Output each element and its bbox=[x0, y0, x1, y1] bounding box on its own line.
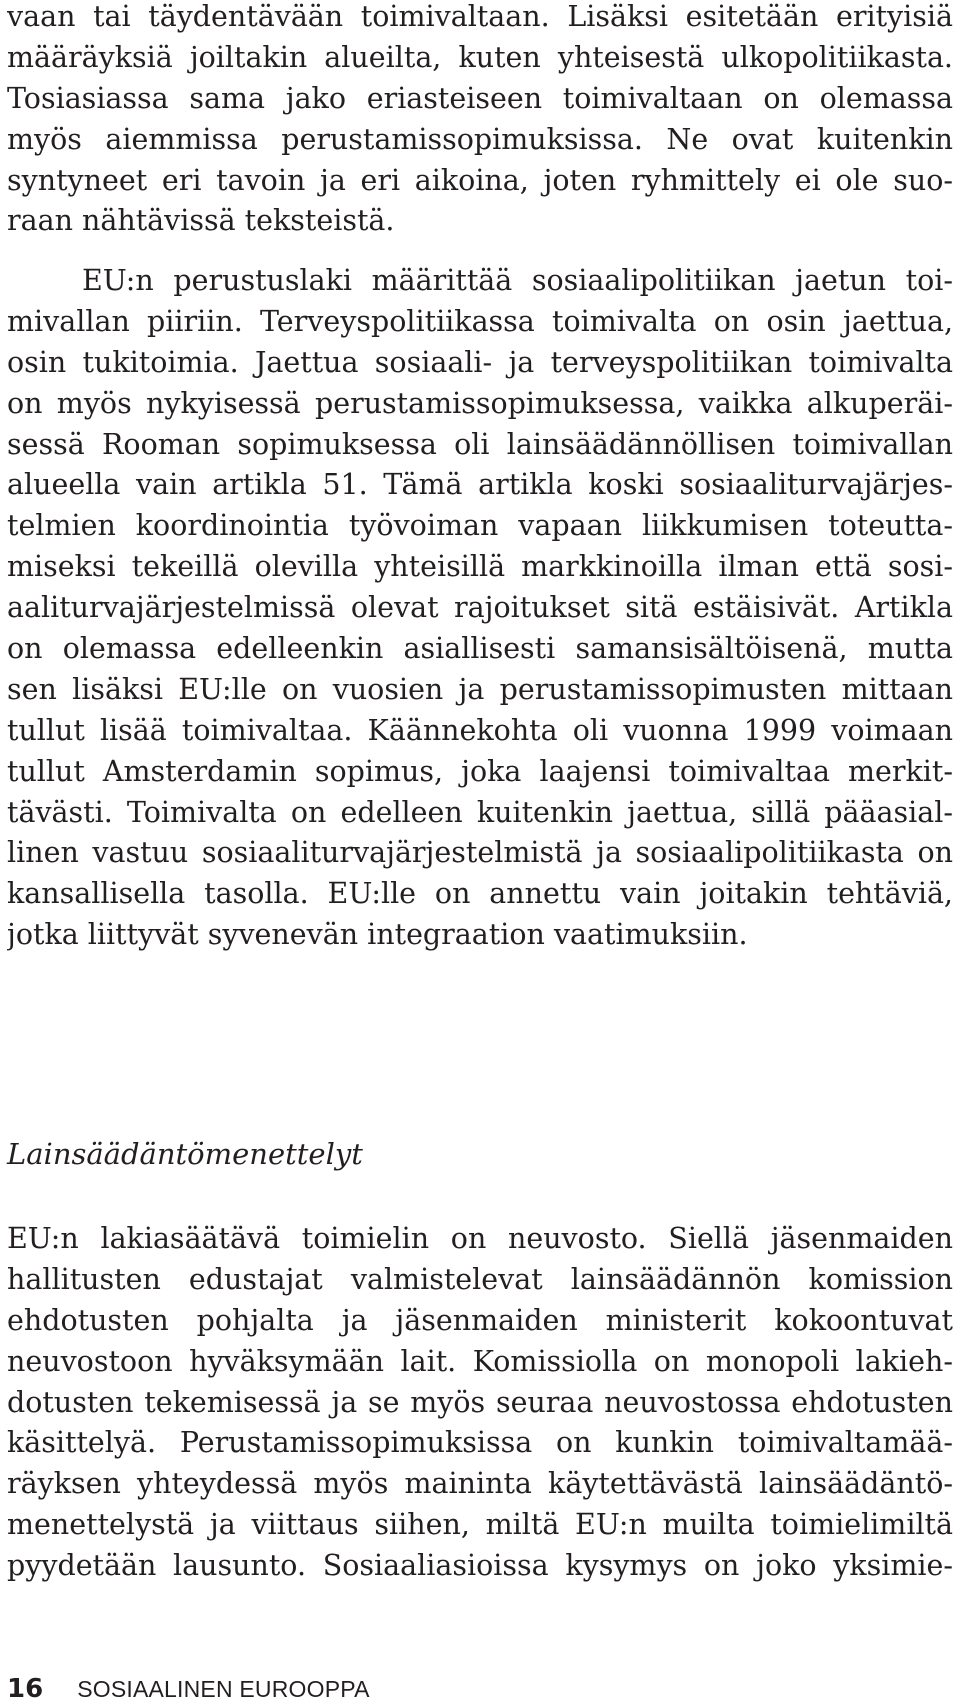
text-line: osin tukitoimia. Jaettua sosiaali- ja terveyspolitiikan toimivalta bbox=[7, 345, 953, 379]
text-line: dotusten tekemisessä ja se myös seuraa neuvostossa ehdotusten bbox=[7, 1385, 953, 1419]
text-line: tullut Amsterdamin sopimus, joka laajensi toimivaltaa merkit- bbox=[7, 754, 953, 788]
running-title: SOSIAALINEN EUROOPPA bbox=[77, 1676, 370, 1702]
text-line: neuvostoon hyväksymään lait. Komissiolla on monopoli lakieh- bbox=[7, 1344, 953, 1378]
text-line: pyydetään lausunto. Sosiaaliasioissa kysymys on joko yksimie- bbox=[7, 1549, 953, 1583]
text-line: myös aiemmissa perustamissopimuksissa. Ne ovat kuitenkin bbox=[7, 122, 953, 156]
text-line: räyksen yhteydessä myös maininta käytettävästä lainsäädäntö- bbox=[7, 1467, 953, 1501]
text-line: EU:n lakiasäätävä toimielin on neuvosto. Siellä jäsenmaiden bbox=[7, 1222, 953, 1255]
text-line: raan nähtävissä teksteistä. bbox=[7, 204, 395, 238]
text-line: aaliturvajärjestelmissä olevat rajoitukset sitä estäisivät. Artikla bbox=[7, 591, 953, 625]
text-line: syntyneet eri tavoin ja eri aikoina, joten ryhmittely ei ole suo- bbox=[7, 163, 953, 197]
page-number: 16 bbox=[7, 1674, 44, 1704]
text-line: linen vastuu sosiaaliturvajärjestelmistä ja sosiaalipolitiikasta on bbox=[7, 836, 953, 870]
text-line: miseksi tekeillä olevilla yhteisillä markkinoilla ilman että sosi- bbox=[7, 550, 953, 584]
text-line: määräyksiä joiltakin alueilta, kuten yhteisestä ulkopolitiikasta. bbox=[7, 40, 953, 74]
text-line: Tosiasiassa sama jako eriasteiseen toimivaltaan on olemassa bbox=[7, 81, 953, 115]
text-line: ehdotusten pohjalta ja jäsenmaiden ministerit kokoontuvat bbox=[7, 1303, 953, 1337]
text-line: hallitusten edustajat valmistelevat lainsäädännön komission bbox=[7, 1262, 953, 1296]
text-line: telmien koordinointia työvoiman vapaan liikkumisen toteutta- bbox=[7, 509, 953, 543]
text-line: alueella vain artikla 51. Tämä artikla koski sosiaaliturvajärjes- bbox=[7, 468, 953, 502]
page-footer bbox=[7, 1672, 370, 1706]
text-line: on olemassa edelleenkin asiallisesti samansisältöisenä, mutta bbox=[7, 632, 953, 666]
text-line: jotka liittyvät syvenevän integraation vaatimuksiin. bbox=[7, 918, 748, 952]
text-line: tävästi. Toimivalta on edelleen kuitenkin jaettua, sillä pääasial- bbox=[7, 795, 953, 829]
paragraph-3 bbox=[7, 1219, 953, 1587]
text-line: vaan tai täydentävään toimivaltaan. Lisäksi esitetään erityisiä bbox=[7, 0, 953, 33]
text-line: sen lisäksi EU:lle on vuosien ja perustamissopimusten mittaan bbox=[7, 672, 953, 706]
text-line: sessä Rooman sopimuksessa oli lainsäädännöllisen toimivallan bbox=[7, 427, 953, 461]
text-line: käsittelyä. Perustamissopimuksissa on kunkin toimivaltamää- bbox=[7, 1426, 953, 1460]
paragraph-2 bbox=[7, 261, 953, 956]
paragraph-1 bbox=[7, 0, 953, 242]
text-line: EU:n perustuslaki määrittää sosiaalipolitiikan jaetun toi- bbox=[82, 264, 953, 297]
text-line: tullut lisää toimivaltaa. Käännekohta oli vuonna 1999 voimaan bbox=[7, 713, 953, 747]
text-line: menettelystä ja viittaus siihen, miltä EU:n muilta toimielimiltä bbox=[7, 1508, 953, 1542]
text-line: kansallisella tasolla. EU:lle on annettu vain joitakin tehtäviä, bbox=[7, 877, 953, 911]
text-line: mivallan piiriin. Terveyspolitiikassa toimivalta on osin jaettua, bbox=[7, 304, 953, 338]
section-heading: Lainsäädäntömenettelyt bbox=[7, 1137, 363, 1171]
text-line: on myös nykyisessä perustamissopimuksessa, vaikka alkuperäi- bbox=[7, 386, 953, 420]
